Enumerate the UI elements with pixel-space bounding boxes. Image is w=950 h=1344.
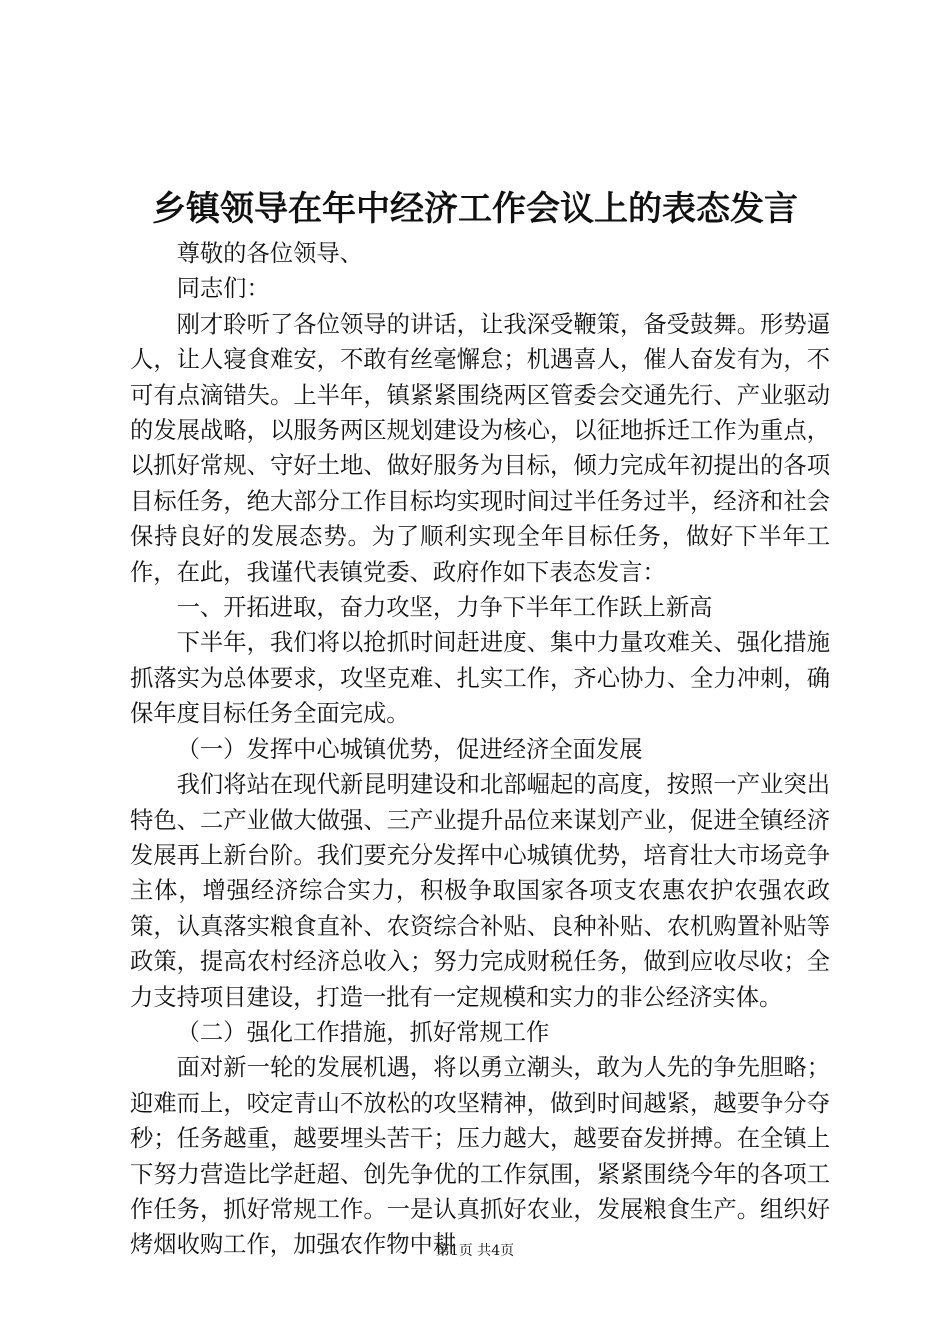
document-body (130, 236, 830, 1263)
page-footer: 第1页 共4页 (435, 1243, 515, 1259)
body-paragraph: 下半年，我们将以抢抓时间赶进度、集中力量攻难关、强化措施抓落实为总体要求，攻坚克难、扎实工作，齐心协力、全力冲刺，确保年度目标任务全面完成。 (130, 629, 830, 728)
body-paragraph: 我们将站在现代新昆明建设和北部崛起的高度，按照一产业突出特色、二产业做大做强、三产业提升品位来谋划产业，促进全镇经济发展再上新台阶。我们要充分发挥中心城镇优势，培育壮大市场竞争主体，增强经济综合实力，积极争取国家各项支农惠农护农强农政策，认真落实粮食直补、农资综合补贴、良种补贴、农机购置补贴等政策，提高农村经济总收入；努力完成财税任务，做到应收尽收；全力支持项目建设，打造一批有一定规模和实力的非公经济实体。 (130, 771, 830, 1011)
salutation-line: 尊敬的各位领导、 (176, 240, 363, 267)
section-heading: 一、开拓进取，奋力攻坚，力争下半年工作跃上新高 (176, 594, 713, 622)
salutation-line: 同志们： (176, 275, 270, 303)
body-paragraph: 刚才聆听了各位领导的讲话，让我深受鞭策，备受鼓舞。形势逼人，让人寝食难安，不敢有丝毫懈怠；机遇喜人，催人奋发有为，不可有点滴错失。上半年，镇紧紧围绕两区管委会交通先行、产业驱动的发展战略，以服务两区规划建设为核心，以征地拆迁工作为重点，以抓好常规、守好土地、做好服务为目标，倾力完成年初提出的各项目标任务，绝大部分工作目标均实现时间过半任务过半，经济和社会保持良好的发展态势。为了顺利实现全年目标任务，做好下半年工作，在此，我谨代表镇党委、政府作如下表态发言： (130, 310, 830, 586)
document-title: 乡镇领导在年中经济工作会议上的表态发言 (152, 189, 798, 229)
subsection-heading: （一）发挥中心城镇优势，促进经济全面发展 (176, 735, 643, 763)
subsection-heading: （二）强化工作措施，抓好常规工作 (176, 1018, 550, 1046)
body-paragraph: 面对新一轮的发展机遇，将以勇立潮头，敢为人先的争先胆略；迎难而上，咬定青山不放松的攻坚精神，做到时间越紧，越要争分夺秒；任务越重，越要埋头苦干；压力越大，越要奋发拼搏。在全镇上下努力营造比学赶超、创先争优的工作氛围，紧紧围绕今年的各项工作任务，抓好常规工作。一是认真抓好农业，发展粮食生产。组织好烤烟收购工作，加强农作物中耕 (130, 1054, 830, 1259)
